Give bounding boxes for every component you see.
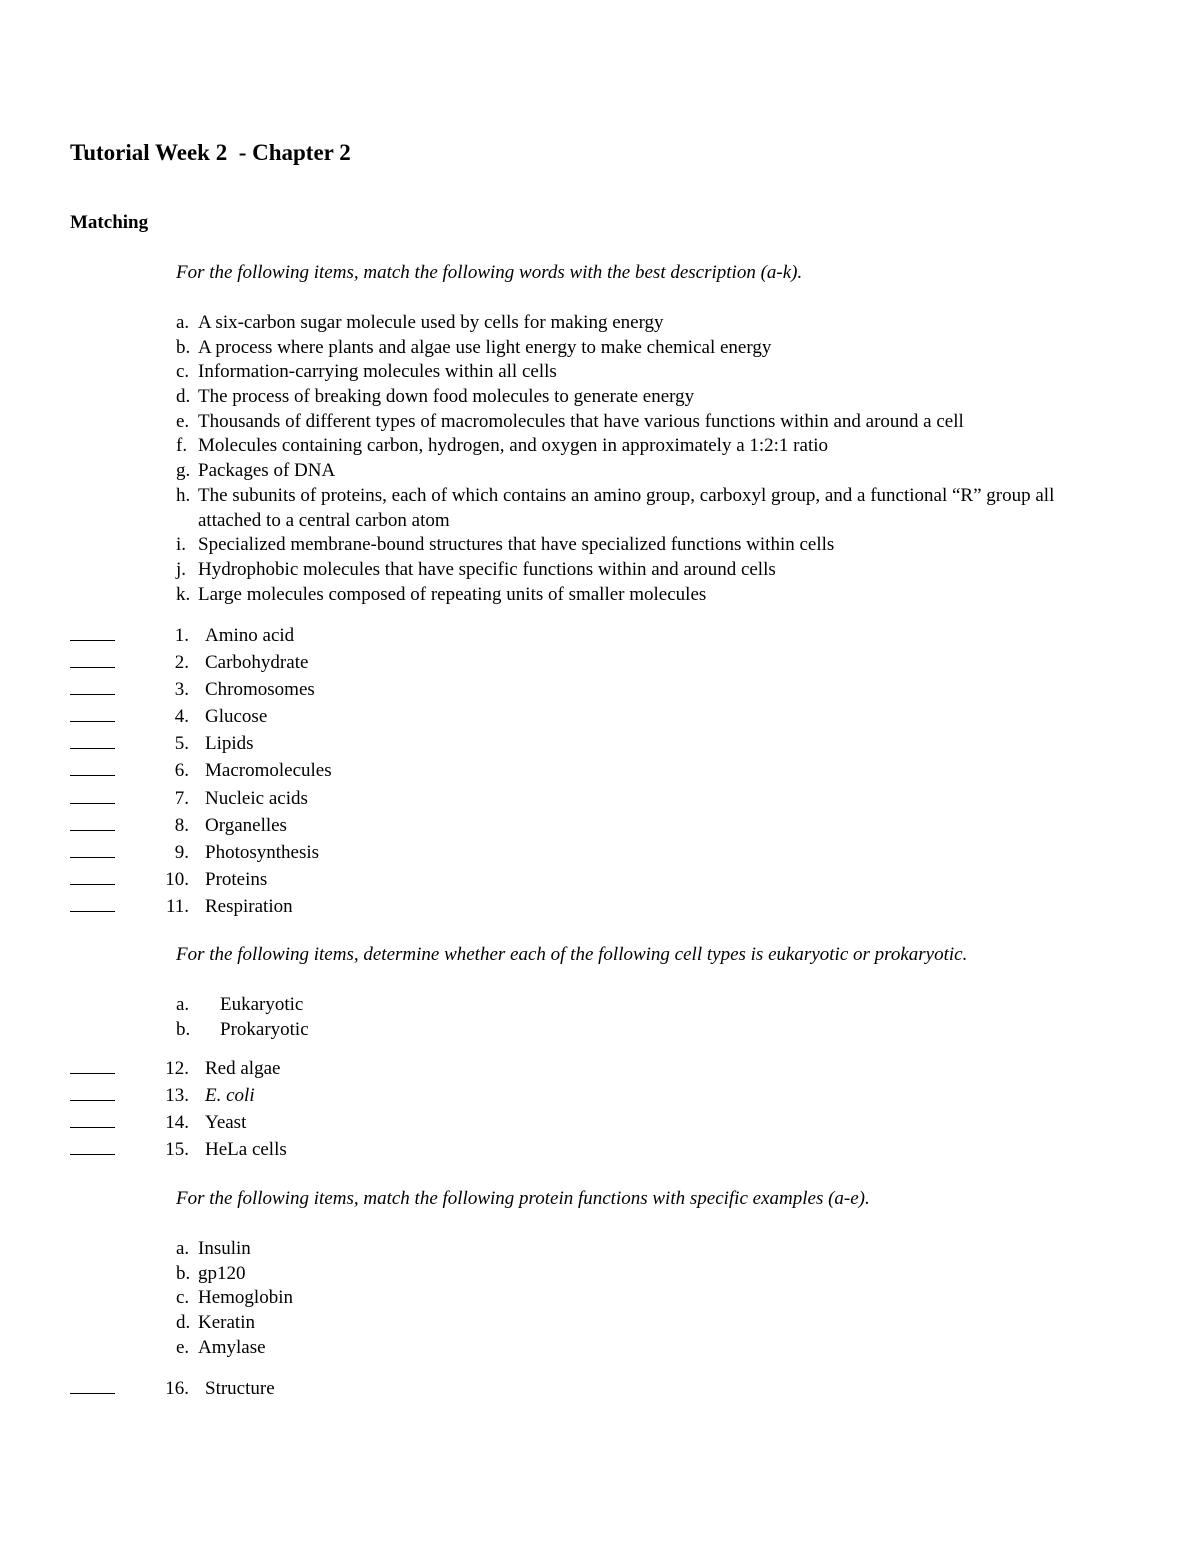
question-number: 11. (165, 895, 189, 917)
choice-letter: f. (176, 435, 188, 457)
question-number: 15. (165, 1139, 189, 1161)
part1-question-list (70, 622, 332, 920)
question-number: 16. (165, 1378, 189, 1399)
question-number: 9. (174, 841, 189, 863)
choice-text: Insulin (198, 1238, 251, 1259)
choice-item (176, 434, 1098, 459)
page-title: Tutorial Week 2 - Chapter 2 (70, 140, 351, 165)
question-text: Respiration (205, 895, 293, 917)
choice-text: Thousands of different types of macromolecules that have various functions within and around a cell (198, 410, 964, 432)
question-row (70, 1136, 287, 1163)
question-row (70, 730, 332, 757)
question-row (70, 785, 332, 812)
answer-blank[interactable] (70, 1136, 115, 1155)
question-number: 13. (165, 1085, 189, 1107)
choice-text: gp120 (198, 1262, 246, 1284)
choice-letter: e. (176, 1336, 190, 1358)
answer-blank[interactable] (70, 757, 115, 776)
choice-letter: b. (176, 336, 191, 358)
question-text: Amino acid (205, 625, 295, 646)
choice-item (176, 311, 1098, 336)
answer-blank[interactable] (70, 676, 115, 695)
question-row (70, 1109, 287, 1136)
choice-text: Keratin (198, 1312, 255, 1334)
question-text: Yeast (205, 1112, 247, 1134)
choice-text: Molecules containing carbon, hydrogen, and oxygen in approximately a 1:2:1 ratio (198, 435, 828, 457)
question-text: Red algae (205, 1058, 281, 1079)
question-row (70, 812, 332, 839)
choice-text: A process where plants and algae use light energy to make chemical energy (198, 336, 772, 358)
choice-letter: g. (176, 460, 191, 482)
question-number: 10. (165, 868, 189, 890)
choice-item (176, 360, 1098, 385)
choice-letter: d. (176, 1312, 191, 1334)
choice-item (176, 993, 1120, 1018)
choice-text: Eukaryotic (220, 994, 304, 1015)
choice-item (176, 1262, 1098, 1287)
part2-question-list (70, 1055, 287, 1163)
part2-choice-list (176, 993, 1120, 1042)
choice-text: Large molecules composed of repeating units of smaller molecules (198, 583, 707, 605)
question-number: 4. (174, 706, 189, 728)
question-number: 8. (174, 814, 189, 836)
answer-blank[interactable] (70, 1055, 115, 1074)
answer-blank[interactable] (70, 730, 115, 749)
question-text: Carbohydrate (205, 652, 309, 674)
part3-question-list (70, 1375, 275, 1402)
question-row (70, 1375, 275, 1402)
part3-choice-list (176, 1237, 1098, 1360)
question-row (70, 866, 332, 893)
choice-item (176, 410, 1098, 435)
answer-blank[interactable] (70, 1375, 115, 1394)
choice-item (176, 1237, 1098, 1262)
question-number: 6. (174, 760, 189, 782)
part1-instruction: For the following items, match the following words with the best description (a-k). (176, 262, 803, 283)
choice-letter: b. (176, 1262, 191, 1284)
choice-item (176, 1336, 1098, 1361)
question-text: Chromosomes (205, 679, 315, 701)
question-number: 12. (165, 1058, 189, 1079)
question-row (70, 839, 332, 866)
question-text: HeLa cells (205, 1139, 287, 1161)
part2-instruction: For the following items, determine whether each of the following cell types is eukaryotic or prokaryotic. (176, 944, 968, 965)
answer-blank[interactable] (70, 812, 115, 831)
question-number: 5. (174, 733, 189, 755)
choice-item (176, 533, 1098, 558)
answer-blank[interactable] (70, 785, 115, 804)
choice-letter: d. (176, 386, 191, 408)
section-heading: Matching (70, 212, 149, 233)
choice-text: Amylase (198, 1336, 266, 1358)
choice-item (176, 459, 1098, 484)
answer-blank[interactable] (70, 703, 115, 722)
choice-letter: j. (176, 558, 187, 580)
choice-letter: c. (176, 1287, 190, 1309)
question-text: Nucleic acids (205, 787, 308, 809)
question-row (70, 649, 332, 676)
choice-letter: a. (176, 312, 190, 333)
choice-letter: h. (176, 484, 191, 506)
answer-blank[interactable] (70, 1082, 115, 1101)
choice-text: Prokaryotic (220, 1018, 309, 1040)
choice-item (176, 558, 1098, 583)
choice-letter: a. (176, 994, 190, 1015)
question-number: 7. (174, 787, 189, 809)
answer-blank[interactable] (70, 866, 115, 885)
question-number: 3. (174, 679, 189, 701)
question-row (70, 1082, 287, 1109)
question-text: Structure (205, 1378, 275, 1399)
question-row (70, 622, 332, 649)
choice-text: Packages of DNA (198, 460, 336, 482)
choice-item (176, 336, 1098, 361)
answer-blank[interactable] (70, 649, 115, 668)
answer-blank[interactable] (70, 839, 115, 858)
choice-letter: c. (176, 361, 190, 383)
choice-letter: i. (176, 534, 187, 556)
question-text: Photosynthesis (205, 841, 320, 863)
question-text: Glucose (205, 706, 268, 728)
question-number: 2. (174, 652, 189, 674)
question-text: Organelles (205, 814, 287, 836)
choice-item (176, 583, 1098, 608)
choice-letter: e. (176, 410, 190, 432)
choice-text: Hemoglobin (198, 1287, 293, 1309)
answer-blank[interactable] (70, 893, 115, 912)
question-number: 1. (174, 625, 189, 646)
question-text: Lipids (205, 733, 254, 755)
question-row (70, 757, 332, 784)
choice-item (176, 1018, 1120, 1043)
choice-text: Specialized membrane-bound structures that have specialized functions within cells (198, 534, 835, 556)
answer-blank[interactable] (70, 622, 115, 641)
choice-letter: k. (176, 583, 191, 605)
choice-item (176, 1311, 1098, 1336)
choice-text: The subunits of proteins, each of which contains an amino group, carboxyl group, and a functional “R” group all attached to a central carbon atom (198, 484, 1055, 531)
choice-text: Hydrophobic molecules that have specific functions within and around cells (198, 558, 776, 580)
question-row (70, 676, 332, 703)
question-row (70, 1055, 287, 1082)
choice-item (176, 385, 1098, 410)
question-row (70, 893, 332, 920)
choice-letter: a. (176, 1238, 190, 1259)
part1-choice-list (176, 311, 1098, 607)
question-row (70, 703, 332, 730)
choice-text: Information-carrying molecules within all cells (198, 361, 557, 383)
question-text: Proteins (205, 868, 268, 890)
question-text: E. coli (205, 1085, 255, 1107)
choice-item (176, 1286, 1098, 1311)
question-number: 14. (165, 1112, 189, 1134)
choice-text: A six-carbon sugar molecule used by cells for making energy (198, 312, 664, 333)
choice-text: The process of breaking down food molecules to generate energy (198, 386, 695, 408)
part3-instruction: For the following items, match the following protein functions with specific examples (a-e). (176, 1188, 870, 1209)
answer-blank[interactable] (70, 1109, 115, 1128)
choice-item (176, 484, 1098, 533)
choice-letter: b. (176, 1018, 191, 1040)
question-text: Macromolecules (205, 760, 332, 782)
